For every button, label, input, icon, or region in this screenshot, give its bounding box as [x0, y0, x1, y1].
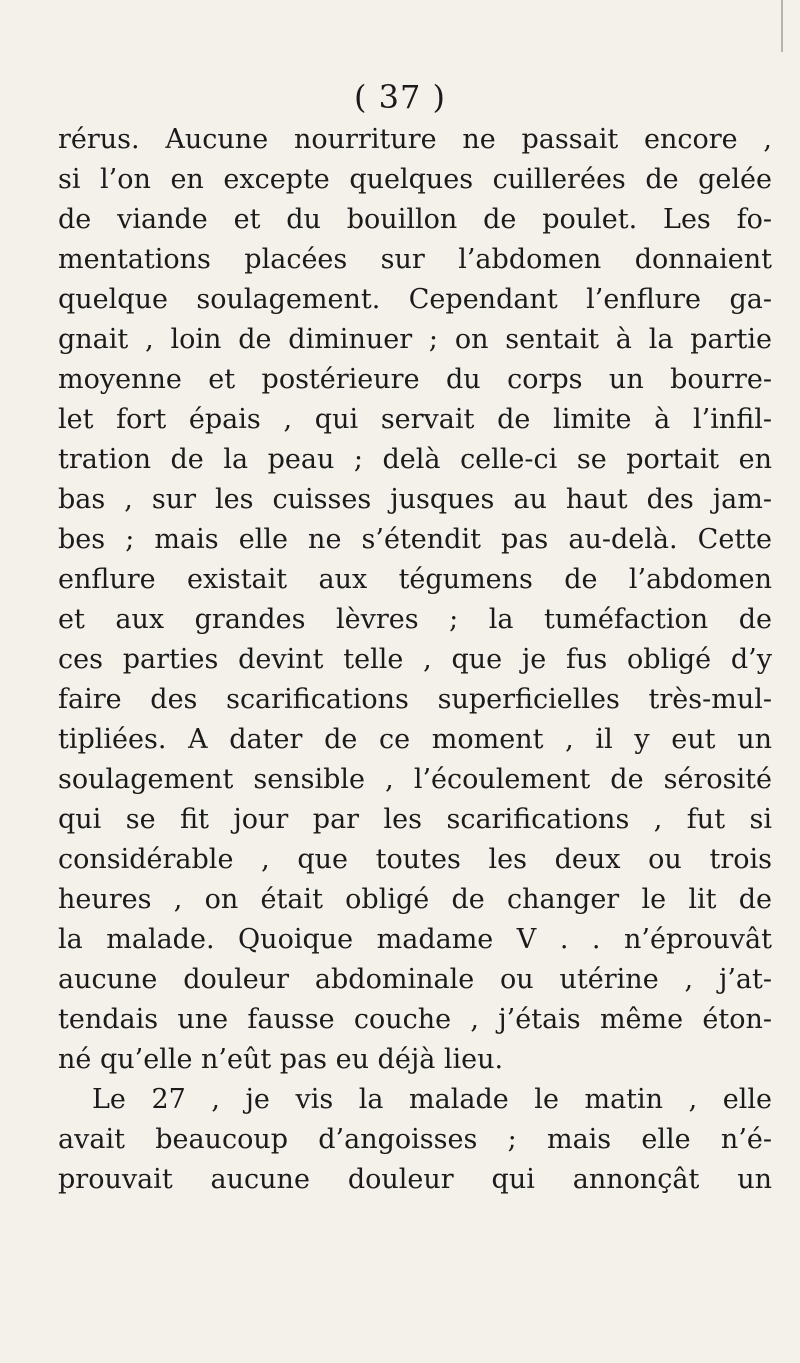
text-line: et aux grandes lèvres ; la tuméfaction de [58, 604, 772, 635]
text-line: enflure existait aux tégumens de l’abdomen [58, 564, 772, 595]
page-edge-mark [781, 0, 783, 52]
text-line: aucune douleur abdominale ou utérine , j’at- [58, 964, 772, 995]
text-line: Le 27 , je vis la malade le matin , elle [92, 1084, 772, 1115]
page-number: ( 37 ) [353, 78, 447, 116]
text-line: tration de la peau ; delà celle-ci se portait en [58, 444, 772, 475]
text-line: tipliées. A dater de ce moment , il y eut un [58, 724, 772, 755]
text-line: gnait , loin de diminuer ; on sentait à la partie [58, 324, 772, 355]
text-line: si l’on en excepte quelques cuillerées de gelée [58, 164, 772, 195]
text-line: considérable , que toutes les deux ou trois [58, 844, 772, 875]
text-line: heures , on était obligé de changer le lit de [58, 884, 772, 915]
text-line: ces parties devint telle , que je fus obligé d’y [58, 644, 772, 675]
text-line: tendais une fausse couche , j’étais même éton- [58, 1004, 772, 1035]
text-line: bes ; mais elle ne s’étendit pas au-delà. Cette [58, 524, 772, 555]
text-line: faire des scarifications superficielles très-mul- [58, 684, 772, 715]
text-line: de viande et du bouillon de poulet. Les fo- [58, 204, 772, 235]
text-line: mentations placées sur l’abdomen donnaient [58, 244, 772, 275]
text-line: let fort épais , qui servait de limite à l’infil- [58, 404, 772, 435]
text-line: rérus. Aucune nourriture ne passait encore , [58, 124, 772, 155]
text-line: né qu’elle n’eût pas eu déjà lieu. [58, 1044, 504, 1075]
text-line: la malade. Quoique madame V . . n’éprouvât [58, 924, 772, 955]
text-line: avait beaucoup d’angoisses ; mais elle n’é- [58, 1124, 772, 1155]
text-line: qui se fit jour par les scarifications , fut si [58, 804, 772, 835]
text-line: soulagement sensible , l’écoulement de sérosité [58, 764, 772, 795]
text-line: prouvait aucune douleur qui annonçât un [58, 1164, 772, 1195]
text-line: moyenne et postérieure du corps un bourre- [58, 364, 772, 395]
text-line: quelque soulagement. Cependant l’enflure ga- [58, 284, 772, 315]
body-text [58, 120, 772, 1200]
text-line: bas , sur les cuisses jusques au haut des jam- [58, 484, 772, 515]
